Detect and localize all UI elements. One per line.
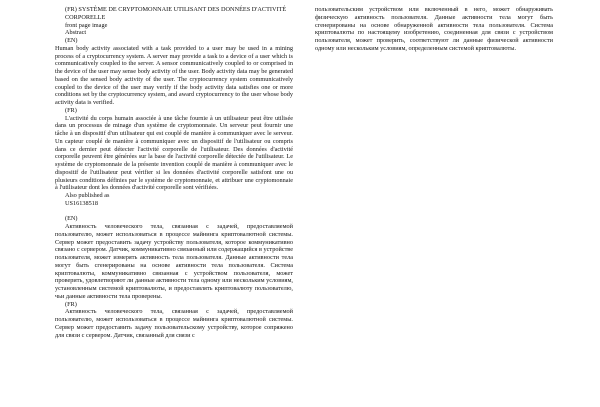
publication-number: US16138518 xyxy=(65,199,98,207)
abstract-ru-text-2: Активность человеческого тела, связанная с задачей, предоставляемой пользователю, может использоваться в процессе майнинга криптовалютной системы. Сервер может предоставить задачу пользовательскому устройству, которое сопряжено для связи с сервером. Датчик, связанный для связи с xyxy=(55,308,293,339)
front-page-image-label: front page image xyxy=(65,21,108,29)
abstract-en-text: Human body activity associated with a task provided to a user may be used in a mining process of a cryptocurrency system. A server may provide a task to a device of a user which is communicatively coupled to the server. A sensor communicatively coupled to or comprised in the device of the user may sense body activity of the user. Body activity data may be generated based on the sensed body activity of the user. The cryptocurrency system communicatively coupled to the device of the user may verify if the body activity data satisfies one or more conditions set by the cryptocurrency system, and award cryptocurrency to the user whose body activity data is verified. xyxy=(55,44,293,106)
fr-label-2: (FR) xyxy=(65,300,77,308)
right-column xyxy=(315,6,553,53)
fr-label: (FR) xyxy=(65,106,77,114)
title-fr: (FR) SYSTÈME DE CRYPTOMONNAIE UTILISANT DES DONNÉES D'ACTIVITÉ CORPORELLE xyxy=(65,6,287,21)
en-label-2: (EN) xyxy=(65,215,78,223)
en-label: (EN) xyxy=(65,37,78,44)
left-column xyxy=(55,6,293,339)
abstract-fr-text: L'activité du corps humain associée à une tâche fournie à un utilisateur peut être utilisée dans un processus de minage d'un système de cryptomonnaie. Un serveur peut fournir une tâche à un dispositif d'un utilisateur qui est couplé de manière à communiquer avec le serveur. Un capteur couplé de manière à communiquer avec un dispositif de l'utilisateur ou compris dans ce dernier peut détecter l'activité corporelle de l'utilisateur. Des données d'activité corporelle peuvent être générées sur la base de l'activité corporelle détectée de l'utilisateur. Le système de cryptomonnaie de la présente invention couplé de manière à communiquer avec le dispositif de l'utilisateur peut vérifier si les données d'activité corporelle satisfont une ou plusieurs conditions définies par le système de cryptomonnaie, et attribuer une cryptomonnaie à l'utilisateur dont les données d'activité corporelle sont vérifiées. xyxy=(55,114,293,192)
spacer xyxy=(55,208,293,216)
abstract-label: Abstract xyxy=(65,29,87,37)
abstract-ru-text-3: пользовательским устройством или включенный в него, может обнаруживать физическую активность пользователя. Данные активности тела могут быть сгенерированы на основе обнаруженной активности тела пользователя. Система криптовалюты по настоящему изобретению, соединенная для связи с устройством пользователя, может проверить, соответствуют ли данные физической активности одному или нескольким условиям, определенным системой криптовалюты. xyxy=(315,6,553,52)
also-published-label: Also published as xyxy=(65,192,110,199)
abstract-ru-text-1: Активность человеческого тела, связанная с задачей, предоставляемой пользователю, может использоваться в процессе майнинга криптовалютной системы. Сервер может предоставить задачу устройству пользователя, которое коммуникативно связано с сервером. Датчик, коммуникативно связанный или содержащийся в устройстве пользователя, может измерять активность тела пользователя. Данные активности тела могут быть сгенерированы на основе активности тела пользователя. Система криптовалюты, коммуникативно связанная с устройством пользователя, может проверить, удовлетворяют ли данные активности тела одному или нескольким условиям, установленным системой криптовалюты, и предоставлять криптовалюту пользователю, чьи данные активности тела проверены. xyxy=(55,223,293,300)
